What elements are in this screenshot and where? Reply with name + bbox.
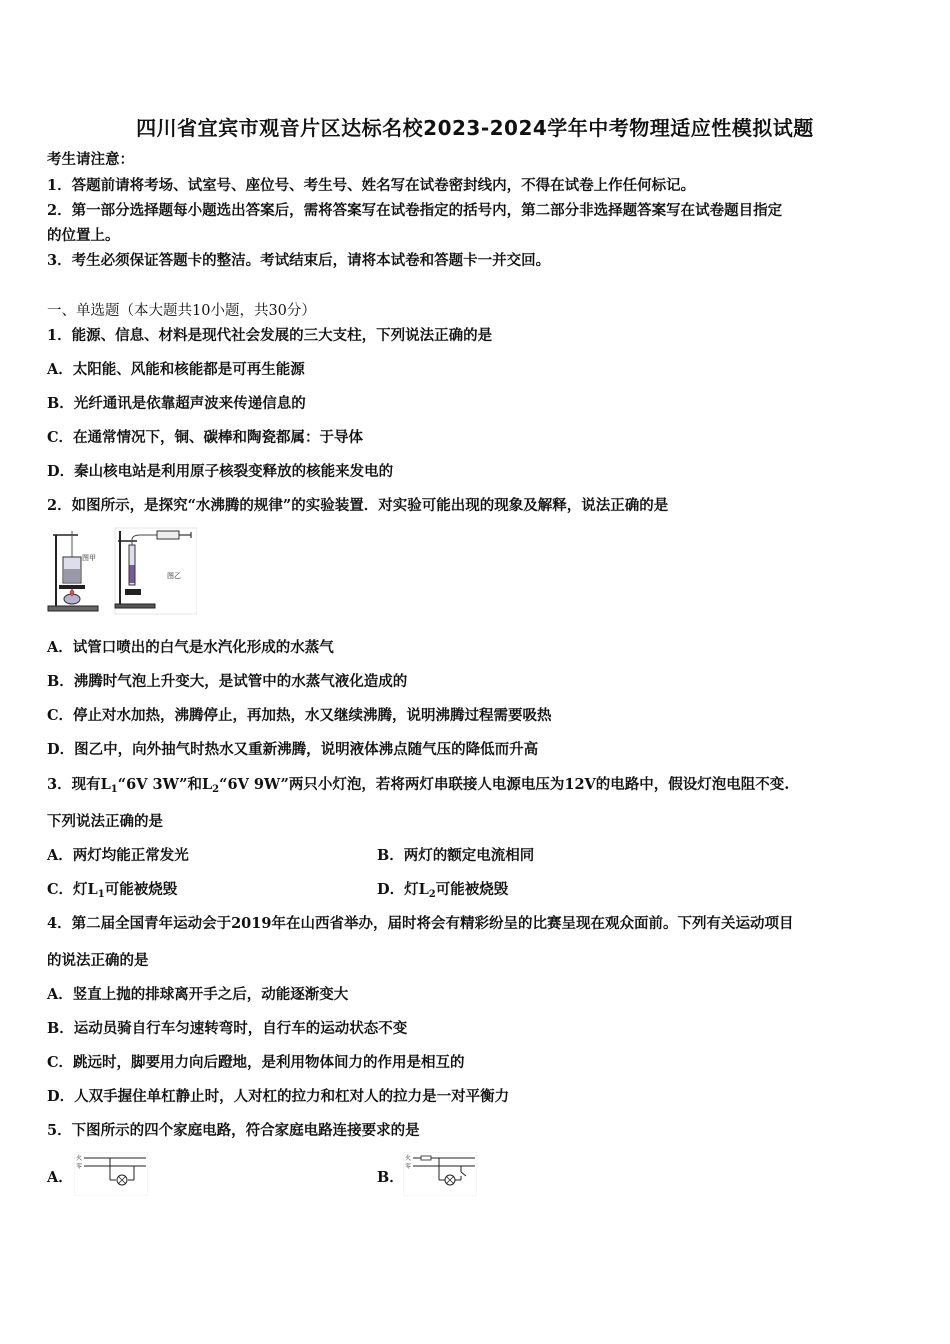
q5-stem: 5．下图所示的四个家庭电路，符合家庭电路连接要求的是 [47,1122,420,1139]
live-wire-label: 火 [76,1155,83,1162]
neutral-wire-label: 零 [76,1163,83,1170]
q4-stem-cont: 的说法正确的是 [47,952,149,969]
neutral-wire-label: 零 [405,1163,412,1170]
q2-option-d: D．图乙中，向外抽气时热水又重新沸腾，说明液体沸点随气压的降低而升高 [47,741,539,758]
q4-stem: 4．第二届全国青年运动会于2019年在山西省举办，届时将会有精彩纷呈的比赛呈现在观众面前。下列有关运动项目 [47,915,794,932]
q4-option-a: A．竖直上抛的排球离开手之后，动能逐渐变大 [47,986,349,1003]
q1-stem: 1．能源、信息、材料是现代社会发展的三大支柱，下列说法正确的是 [47,327,493,344]
figure-a-label: 图甲 [82,554,96,562]
q2-option-b: B．沸腾时气泡上升变大，是试管中的水蒸气液化造成的 [47,673,408,690]
q5-option-a-label: A． [47,1169,73,1186]
q1-option-c: C．在通常情况下，铜、碳棒和陶瓷都属：于导体 [47,429,364,446]
notice-heading: 考生请注意： [47,151,134,168]
notice-item-3: 3．考生必须保证答题卡的整洁。考试结束后，请将本试卷和答题卡一并交回。 [47,252,551,269]
q3-stem-cont: 下列说法正确的是 [47,813,163,830]
q2-apparatus-figure [45,527,197,615]
q3-option-b: B．两灯的额定电流相同 [377,847,535,864]
q3-stem: 3．现有$L_1“6V$ 3W”和$L_2“6V$ 9W”两只小灯泡，若将两灯串联接人电源电压为12V的电路中，假设灯泡电阻不变. [47,776,790,795]
q2-option-a: A．试管口喷出的白气是水汽化形成的水蒸气 [47,639,334,656]
figure-b-label: 图乙 [167,572,181,580]
notice-item-1: 1．答题前请将考场、试室号、座位号、考生号、姓名写在试卷密封线内，不得在试卷上作任何标记。 [47,177,696,194]
q3-option-d: D．灯$L_2$可能被烧毁 [377,881,509,900]
page-title: 四川省宜宾市观音片区达标名校2023-2024学年中考物理适应性模拟试题 [136,116,814,140]
q5-circuit-a-figure [74,1152,148,1196]
q5-circuit-b-figure [403,1152,477,1196]
notice-item-2: 2．第一部分选择题每小题选出答案后，需将答案写在试卷指定的括号内，第二部分非选择题答案写在试卷题目指定 [47,202,783,219]
live-wire-label: 火 [405,1155,412,1162]
q4-option-c: C．跳远时，脚要用力向后蹬地，是利用物体间力的作用是相互的 [47,1054,465,1071]
q1-option-d: D．秦山核电站是利用原子核裂变释放的核能来发电的 [47,463,394,480]
notice-item-2-cont: 的位置上。 [47,227,120,244]
q2-stem: 2．如图所示，是探究“水沸腾的规律”的实验装置．对实验可能出现的现象及解释，说法正确的是 [47,497,669,514]
q3-option-a: A．两灯均能正常发光 [47,847,189,864]
q4-option-d: D．人双手握住单杠静止时，人对杠的拉力和杠对人的拉力是一对平衡力 [47,1088,510,1105]
q5-option-b-label: B． [377,1169,404,1186]
q1-option-a: A．太阳能、风能和核能都是可再生能源 [47,361,305,378]
figure-b-apparatus [115,528,197,614]
figure-a-apparatus [48,531,98,611]
q4-option-b: B．运动员骑自行车匀速转弯时，自行车的运动状态不变 [47,1020,408,1037]
section-heading: 一、单选题（本大题共10小题，共30分） [47,303,316,319]
q1-option-b: B．光纤通讯是依靠超声波来传递信息的 [47,395,306,412]
q2-option-c: C．停止对水加热，沸腾停止，再加热，水又继续沸腾，说明沸腾过程需要吸热 [47,707,552,724]
q3-option-c: C．灯$L_1$可能被烧毁 [47,881,178,900]
